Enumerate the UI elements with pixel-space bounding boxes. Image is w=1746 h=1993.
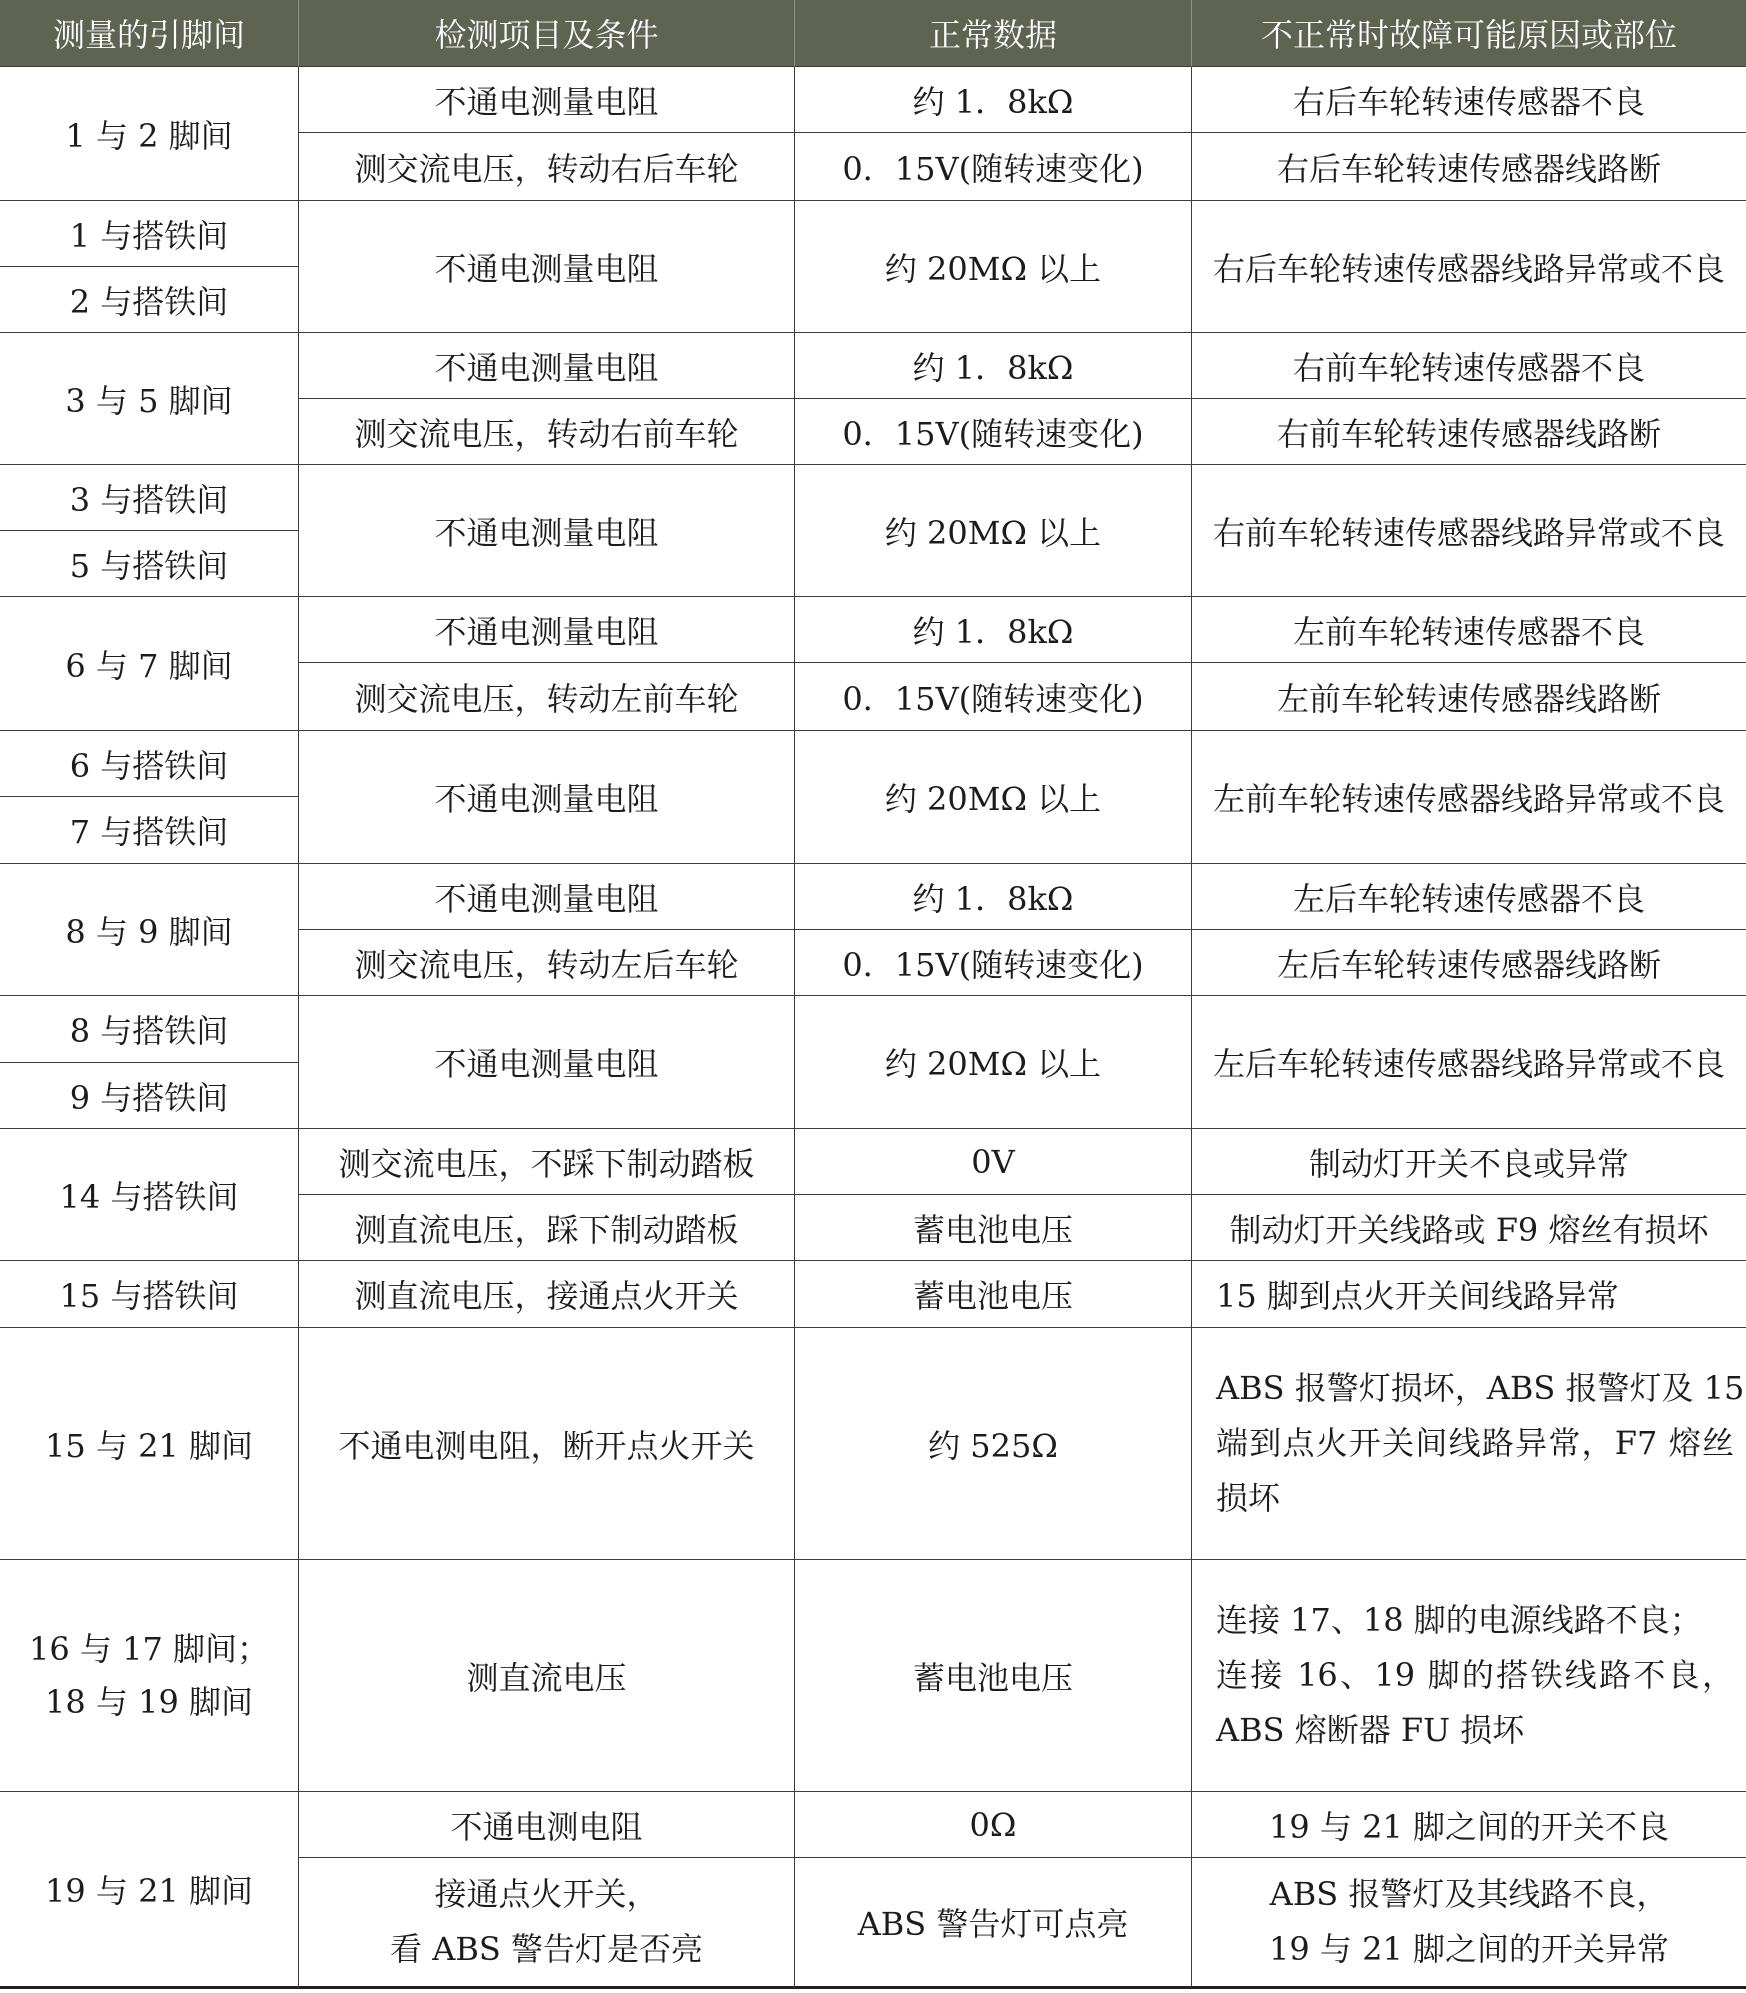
pins-cell bbox=[0, 996, 299, 1063]
normal-text: 约 1．8kΩ bbox=[912, 612, 1074, 651]
test-text: 不通电测量电阻 bbox=[434, 1045, 659, 1083]
pins-text: 19 与 21 脚间 bbox=[45, 1872, 253, 1910]
normal-text: 0．15V(随转速变化) bbox=[842, 945, 1144, 984]
pins-text: 14 与搭铁间 bbox=[59, 1177, 239, 1216]
test-text: 不通电测量电阻 bbox=[434, 612, 659, 651]
normal-cell bbox=[795, 201, 1192, 333]
fault-text: 左后车轮转速传感器线路异常或不良 bbox=[1212, 1045, 1725, 1083]
normal-cell bbox=[795, 1129, 1192, 1195]
pins-text: 5 与搭铁间 bbox=[69, 546, 229, 585]
normal-cell bbox=[795, 864, 1192, 930]
pins-text: 6 与搭铁间 bbox=[69, 746, 229, 785]
test-text: 测交流电压，不踩下制动踏板 bbox=[338, 1144, 755, 1183]
normal-text: 约 525Ω bbox=[928, 1426, 1058, 1465]
normal-text: 蓄电池电压 bbox=[912, 1277, 1073, 1315]
pins-text: 15 与搭铁间 bbox=[59, 1277, 239, 1315]
fault-cell bbox=[1192, 1328, 1746, 1560]
fault-cell bbox=[1192, 1261, 1746, 1328]
test-text: 不通电测电阻，断开点火开关 bbox=[338, 1426, 755, 1465]
fault-cell bbox=[1192, 996, 1746, 1129]
normal-cell bbox=[795, 465, 1192, 597]
pins-text: 3 与 5 脚间 bbox=[65, 381, 233, 420]
test-text: 不通电测电阻 bbox=[450, 1807, 643, 1846]
test-text-line: 接通点火开关， bbox=[434, 1875, 659, 1913]
fault-text: 右后车轮转速传感器线路异常或不良 bbox=[1212, 249, 1725, 288]
fault-cell bbox=[1192, 930, 1746, 996]
header-label: 测量的引脚间 bbox=[52, 16, 245, 54]
fault-text-line: 19 与 21 脚之间的开关异常 bbox=[1269, 1930, 1669, 1968]
header-fault bbox=[1192, 0, 1746, 67]
fault-cell bbox=[1192, 663, 1746, 731]
pins-text-line: 16 与 17 脚间； bbox=[29, 1629, 269, 1668]
normal-text: 约 20MΩ 以上 bbox=[884, 513, 1102, 552]
test-cell bbox=[299, 67, 795, 133]
normal-text: 0．15V(随转速变化) bbox=[842, 679, 1144, 718]
normal-text: 约 20MΩ 以上 bbox=[884, 249, 1102, 288]
pins-cell bbox=[0, 333, 299, 465]
fault-text-line: 连接 17、18 脚的电源线路不良； bbox=[1216, 1601, 1702, 1639]
normal-cell bbox=[795, 663, 1192, 731]
normal-cell bbox=[795, 1195, 1192, 1261]
test-cell bbox=[299, 1560, 795, 1792]
test-cell bbox=[299, 333, 795, 399]
pins-text: 9 与搭铁间 bbox=[69, 1078, 229, 1117]
pins-text: 8 与 9 脚间 bbox=[65, 912, 233, 951]
fault-text-line: 连接 16、19 脚的搭铁线路不良， bbox=[1216, 1656, 1734, 1694]
fault-text: 19 与 21 脚之间的开关不良 bbox=[1269, 1807, 1669, 1846]
test-text: 测交流电压，转动右后车轮 bbox=[354, 149, 739, 188]
pins-cell bbox=[0, 1063, 299, 1129]
test-cell bbox=[299, 133, 795, 201]
pins-text: 3 与搭铁间 bbox=[69, 480, 229, 519]
test-text: 测直流电压，踩下制动踏板 bbox=[354, 1210, 739, 1249]
normal-text: ABS 警告灯可点亮 bbox=[857, 1905, 1129, 1943]
normal-text: 约 20MΩ 以上 bbox=[884, 780, 1102, 818]
normal-cell bbox=[795, 399, 1192, 465]
fault-text-line: ABS 熔断器 FU 损坏 bbox=[1216, 1711, 1525, 1749]
test-text: 不通电测量电阻 bbox=[434, 249, 659, 288]
pins-cell bbox=[0, 201, 299, 267]
normal-cell bbox=[795, 1792, 1192, 1858]
test-cell bbox=[299, 731, 795, 864]
normal-cell bbox=[795, 996, 1192, 1129]
pins-text: 15 与 21 脚间 bbox=[45, 1426, 253, 1465]
pins-cell bbox=[0, 797, 299, 864]
pins-cell bbox=[0, 1792, 299, 1989]
pins-cell bbox=[0, 267, 299, 333]
pins-cell bbox=[0, 1129, 299, 1261]
test-cell bbox=[299, 465, 795, 597]
test-text: 测交流电压，转动左后车轮 bbox=[354, 945, 739, 984]
normal-text: 约 1．8kΩ bbox=[912, 348, 1074, 387]
test-text: 不通电测量电阻 bbox=[434, 780, 659, 818]
fault-text: 右前车轮转速传感器不良 bbox=[1292, 348, 1645, 387]
fault-cell bbox=[1192, 201, 1746, 333]
fault-text: 右前车轮转速传感器线路异常或不良 bbox=[1212, 513, 1725, 552]
normal-cell bbox=[795, 67, 1192, 133]
header-test bbox=[299, 0, 795, 67]
normal-cell bbox=[795, 133, 1192, 201]
fault-cell bbox=[1192, 399, 1746, 465]
pins-cell bbox=[0, 864, 299, 996]
fault-cell bbox=[1192, 597, 1746, 663]
fault-text-line: ABS 报警灯及其线路不良， bbox=[1269, 1875, 1669, 1913]
pins-text: 6 与 7 脚间 bbox=[65, 646, 233, 685]
normal-text: 0Ω bbox=[969, 1805, 1017, 1844]
normal-cell bbox=[795, 930, 1192, 996]
fault-cell bbox=[1192, 1858, 1746, 1989]
fault-text-line: 端到点火开关间线路异常，F7 熔丝 bbox=[1216, 1424, 1734, 1462]
test-cell bbox=[299, 201, 795, 333]
pins-cell bbox=[0, 731, 299, 797]
test-text: 不通电测量电阻 bbox=[434, 82, 659, 121]
normal-text: 约 1．8kΩ bbox=[912, 879, 1074, 918]
normal-text: 0．15V(随转速变化) bbox=[842, 414, 1144, 453]
pins-cell bbox=[0, 531, 299, 597]
fault-text: 制动灯开关线路或 F9 熔丝有损坏 bbox=[1229, 1210, 1709, 1249]
pins-text-line: 18 与 19 脚间 bbox=[45, 1682, 253, 1721]
fault-cell bbox=[1192, 1195, 1746, 1261]
test-text: 不通电测量电阻 bbox=[434, 513, 659, 552]
test-cell bbox=[299, 864, 795, 930]
test-text: 测直流电压，接通点火开关 bbox=[354, 1277, 739, 1315]
test-cell bbox=[299, 1792, 795, 1858]
test-text: 不通电测量电阻 bbox=[434, 348, 659, 387]
pins-cell bbox=[0, 1261, 299, 1328]
normal-cell bbox=[795, 597, 1192, 663]
fault-cell bbox=[1192, 1560, 1746, 1792]
fault-cell bbox=[1192, 1129, 1746, 1195]
normal-text: 蓄电池电压 bbox=[912, 1210, 1073, 1249]
fault-text: 左后车轮转速传感器不良 bbox=[1292, 879, 1645, 918]
normal-text: 0．15V(随转速变化) bbox=[842, 149, 1144, 188]
test-cell bbox=[299, 1328, 795, 1560]
test-text: 测交流电压，转动右前车轮 bbox=[354, 414, 739, 453]
normal-cell bbox=[795, 1261, 1192, 1328]
normal-text: 蓄电池电压 bbox=[912, 1658, 1073, 1697]
pins-text: 1 与 2 脚间 bbox=[65, 116, 233, 155]
pins-text: 8 与搭铁间 bbox=[69, 1012, 229, 1050]
fault-text: 左前车轮转速传感器线路断 bbox=[1276, 679, 1661, 718]
normal-cell bbox=[795, 1560, 1192, 1792]
test-cell bbox=[299, 597, 795, 663]
fault-text: 制动灯开关不良或异常 bbox=[1308, 1144, 1629, 1183]
fault-text: 15 脚到点火开关间线路异常 bbox=[1216, 1277, 1619, 1315]
test-cell bbox=[299, 399, 795, 465]
test-cell bbox=[299, 1195, 795, 1261]
fault-text: 右后车轮转速传感器不良 bbox=[1292, 82, 1645, 121]
pins-text: 1 与搭铁间 bbox=[69, 216, 229, 255]
pins-cell bbox=[0, 1560, 299, 1792]
header-label: 检测项目及条件 bbox=[434, 16, 659, 54]
pins-text: 7 与搭铁间 bbox=[69, 813, 229, 851]
header-normal bbox=[795, 0, 1192, 67]
fault-text: 左前车轮转速传感器线路异常或不良 bbox=[1212, 780, 1725, 818]
normal-text: 0V bbox=[971, 1142, 1015, 1181]
test-cell bbox=[299, 1858, 795, 1989]
test-cell bbox=[299, 1129, 795, 1195]
test-cell bbox=[299, 1261, 795, 1328]
header-label: 正常数据 bbox=[928, 16, 1057, 54]
test-cell bbox=[299, 930, 795, 996]
test-text: 测直流电压 bbox=[466, 1658, 627, 1697]
normal-text: 约 20MΩ 以上 bbox=[884, 1045, 1102, 1083]
normal-text: 约 1．8kΩ bbox=[912, 82, 1074, 121]
normal-cell bbox=[795, 333, 1192, 399]
fault-cell bbox=[1192, 864, 1746, 930]
test-text: 不通电测量电阻 bbox=[434, 879, 659, 918]
fault-text-line: ABS 报警灯损坏，ABS 报警灯及 15 bbox=[1216, 1369, 1745, 1407]
test-cell bbox=[299, 996, 795, 1129]
fault-cell bbox=[1192, 465, 1746, 597]
header-pins bbox=[0, 0, 299, 67]
fault-text: 右前车轮转速传感器线路断 bbox=[1276, 414, 1661, 453]
pins-cell bbox=[0, 67, 299, 201]
pins-cell bbox=[0, 597, 299, 731]
normal-cell bbox=[795, 731, 1192, 864]
fault-text: 左前车轮转速传感器不良 bbox=[1292, 612, 1645, 651]
test-text: 测交流电压，转动左前车轮 bbox=[354, 679, 739, 718]
fault-cell bbox=[1192, 67, 1746, 133]
normal-cell bbox=[795, 1858, 1192, 1989]
fault-cell bbox=[1192, 333, 1746, 399]
fault-cell bbox=[1192, 731, 1746, 864]
fault-cell bbox=[1192, 1792, 1746, 1858]
header-label: 不正常时故障可能原因或部位 bbox=[1260, 16, 1677, 54]
fault-text-line: 损坏 bbox=[1216, 1479, 1281, 1517]
pins-cell bbox=[0, 1328, 299, 1560]
test-cell bbox=[299, 663, 795, 731]
fault-text: 右后车轮转速传感器线路断 bbox=[1276, 149, 1661, 188]
test-text-line: 看 ABS 警告灯是否亮 bbox=[390, 1930, 703, 1968]
pins-cell bbox=[0, 465, 299, 531]
pins-text: 2 与搭铁间 bbox=[69, 282, 229, 321]
fault-text: 左后车轮转速传感器线路断 bbox=[1276, 945, 1661, 984]
normal-cell bbox=[795, 1328, 1192, 1560]
fault-cell bbox=[1192, 133, 1746, 201]
